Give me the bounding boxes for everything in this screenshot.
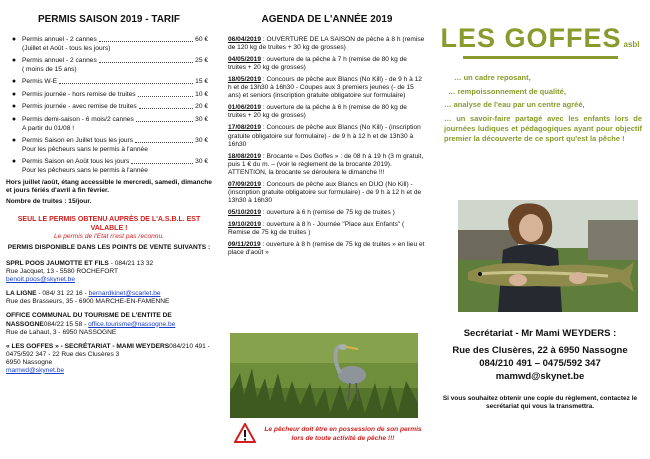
outlets-list [6,260,212,374]
heron-photo [230,333,418,418]
club-logo [438,22,642,59]
tarif-dots [135,137,193,143]
logo-asbl: asbl [623,40,640,49]
regulation-note: Si vous souhaitez obtenir une copie du règlement, contactez le secrétariat qui vous la transmettra. [442,395,638,411]
tarif-price: 60 € [195,36,208,44]
tarif-label: Permis Saison en Août tous les jours [22,158,130,166]
agenda-text: : Concours de pêche aux Blancs en DUO (No Kill) - (inscription gratuite obligatoire sur formulaire) - de 9 h à 12 h et de 13h30 à 16h30 [228,180,422,204]
tarif-label: Permis journée - avec remise de truites [22,103,137,111]
outlet-address: Rue de Lahaut, 3 - 6950 NASSOGNE [6,328,117,336]
tagline: … rempoissonnement de qualité, [448,86,566,96]
agenda-entry [228,76,426,100]
outlet-email-link[interactable]: mamwd@skynet.be [6,366,64,374]
bullet-icon: ● [11,103,17,111]
agenda-entry [228,209,426,217]
outlet-phone: 084/210 491 - 0475/592 347 - 22 Rue des Clusères 3 [6,342,210,358]
outlet-phone: - 084/21 13 32 [108,260,154,268]
agenda-entry [228,181,426,205]
outlet-entry [6,312,212,336]
tarif-item [6,116,212,133]
tarif-price: 30 € [195,158,208,166]
outlet-phone: 084/22 15 58 - [43,320,89,328]
warning-triangle-icon [234,423,256,446]
tagline: … analyse de l'eau par un centre agréé, [444,100,585,110]
tarif-label: Permis W-E [22,78,58,86]
tarif-line [22,57,212,65]
outlet-header [6,343,212,359]
logo-text: LES GOFFES [440,23,622,53]
agenda-date: 17/08/2019 [228,124,262,132]
agenda-entry [228,221,426,237]
agenda-date: 18/08/2019 [228,152,262,160]
tarif-body [22,116,212,133]
agenda-entry [228,36,426,52]
tarif-dots [59,78,193,84]
outlet-entry [6,343,212,375]
outlet-address: 6950 Nassogne [6,358,53,366]
tarif-price: 10 € [195,90,208,98]
agenda-entry [228,153,426,177]
tarif-item [6,91,212,100]
tarif-body [22,57,212,74]
tarif-item [6,137,212,154]
state-permit-note: Le permis de l'Etat n'est pas reconnu. [54,233,164,241]
agenda-date: 19/10/2019 [228,220,262,228]
secretariat-phones: 084/210 491 – 0475/592 347 [479,357,601,369]
secretariat-email: mamwd@skynet.be [495,371,585,383]
agenda-text: : OUVERTURE DE LA SAISON de pêche à 8 h (remise de 120 kg de truites + 30 kg de grosses) [228,36,425,52]
outlet-entry [6,260,212,284]
tarif-dots [136,116,193,122]
tarif-column [0,0,218,459]
outlet-address: Rue des Brasseurs, 35 - 6900 MARCHE-EN-FAMENNE [6,298,170,306]
agenda-text: : ouverture de la pêche à 7 h (remise de 80 kg de truites + 20 kg de grosses) [228,56,407,72]
tarif-line [22,78,212,86]
bullet-icon: ● [11,90,17,98]
tarif-sub: (Juillet et Août - tous les jours) [22,45,111,53]
bullet-icon: ● [11,115,17,123]
tarif-label: Permis annuel - 2 cannes [22,57,97,65]
agenda-date: 06/04/2019 [228,36,262,44]
tarif-line [22,158,212,166]
outlet-header [6,290,212,298]
outlet-email-link[interactable]: office.tourisme@nassogne.be [88,320,176,328]
tarif-body [22,103,212,112]
tarif-line [22,116,212,124]
outlet-name: SPRL POOS JAUMOTTE ET FILS [6,260,109,268]
agenda-text: : ouverture de la pêche à 6 h (remise de 80 kg de truites + 20 kg de grosses) [228,104,407,120]
tarif-body [22,91,212,100]
outlet-name: LA LIGNE [6,290,37,298]
tarif-item [6,158,212,175]
tarif-title: PERMIS SAISON 2019 - TARIF [37,14,181,25]
secretariat-title: Secrétariat - Mr Mami WEYDERS : [463,328,617,339]
tarif-body [22,36,212,53]
secretariat-address: Rue des Clusères, 22 à 6950 Nassogne [452,344,628,356]
tarif-price: 30 € [195,136,208,144]
tarif-dots [139,103,193,109]
tarif-sub: A partir du 01/08 ! [22,124,75,132]
agenda-date: 05/10/2019 [228,208,262,216]
tarif-dots [99,57,193,63]
permit-warning: SEUL LE PERMIS OBTENU AUPRÈS DE L'A.S.B.L. EST VALABLE ! [17,216,201,232]
logo-underline [463,56,618,59]
tarif-dots [99,36,193,42]
agenda-date: 01/06/2019 [228,104,262,112]
tarif-item [6,57,212,74]
tagline: … un cadre reposant, [454,72,531,82]
agenda-entry [228,241,426,257]
tarif-price: 20 € [195,103,208,111]
agenda-text: : ouverture à 8 h - Journée "Place aux Enfants" ( Remise de 75 kg de truites ) [228,220,405,236]
tarif-body [22,78,212,87]
tarif-sub: ( moins de 15 ans) [22,66,77,74]
bullet-icon: ● [11,36,17,44]
tarif-line [22,103,212,111]
taglines [438,73,642,144]
tarif-sub: Pour les pêcheurs sans le permis à l'année [22,146,148,153]
tarif-sub: Pour les pêcheurs sans le permis à l'année [22,167,148,175]
agenda-entry [228,56,426,72]
agenda-entry [228,104,426,120]
bullet-icon: ● [11,57,17,65]
tarif-body [22,158,212,175]
bullet-icon: ● [11,136,17,144]
outlet-phone: - 084/ 31 22 16 - [36,290,89,298]
permit-warning-text: Le pêcheur doit être en possession de son permis lors de toute activité de pêche !!! [264,426,422,442]
outlet-name: « LES GOFFES » - SECRÉTARIAT - MAMI WEYDERS [6,342,170,350]
tarif-body [22,137,212,154]
outlet-address: Rue Jacquet, 13 - 5580 ROCHEFORT [6,268,119,276]
agenda-text: : ouverture à 8 h (remise de 75 kg de truites » en lieu et place d'août » [228,240,425,256]
bullet-icon: ● [11,158,17,166]
tarif-price: 30 € [195,115,208,123]
outlet-email-link[interactable]: bernardkinet@scarlet.be [88,290,161,298]
tagline: … un savoir-faire partagé avec les enfants lors de journées ludiques et pédagogiques ayant pour objectif premier la découverte de ce sport qu'est la pêche ! [444,114,642,143]
tarif-label: Permis journée - hors remise de truites [22,90,136,98]
outlet-header [6,312,212,328]
permit-warning-box [234,423,424,446]
agenda-title: AGENDA DE L'ANNÉE 2019 [261,14,393,25]
agenda-date: 18/05/2019 [228,76,262,84]
fisher-with-pike-photo [458,200,638,312]
tarif-label: Permis Saison en Juillet tous les jours [22,136,134,144]
agenda-date: 07/09/2019 [228,180,262,188]
outlet-email-link[interactable]: benoit.poos@skynet.be [6,276,76,284]
opening-note: Hors juillet /août, étang accessible le mercredi, samedi, dimanche et jours fériés d'avril à fin février. [6,179,212,195]
tarif-dots [131,158,193,164]
agenda-list [228,36,426,257]
outlet-header [6,260,212,268]
trout-limit: Nombre de truites : 15/jour. [6,198,92,206]
tarif-list [6,36,212,175]
tarif-price: 25 € [195,57,208,65]
tarif-line [22,36,212,44]
agenda-text: : Brocante « Des Goffes » : de 08 h à 19 h (3 m gratuit, puis 1 € du m. – (voir le règlement de la brocante 2019). ATTENTION, la brocante se déroulera le dimanche !!! [228,152,424,176]
outlet-entry [6,290,212,306]
secretariat-block [430,320,650,459]
agenda-text: : Concours de pêche aux Blancs (No Kill) - de 9 h à 12 h et de 13h30 à 16h30 - Coupes aux 3 premiers jeunes (- de 15 ans) et seniors (inscription gratuite obligatoire sur formulaire) [228,76,422,100]
tarif-line [22,91,212,99]
tarif-item [6,103,212,112]
outlet-name: OFFICE COMMUNAL DU TOURISME DE L'ENTITE DE NASSOGNE [6,312,172,328]
agenda-date: 09/11/2019 [228,240,261,248]
tarif-line [22,137,212,145]
tarif-label: Permis demi-saison - 6 mois/2 cannes [22,115,134,123]
outlets-heading: PERMIS DISPONIBLE DANS LES POINTS DE VENTE SUIVANTS : [7,244,211,252]
tarif-price: 15 € [195,78,208,86]
agenda-entry [228,124,426,148]
tarif-item [6,78,212,87]
agenda-text: : ouverture à 6 h (remise de 75 kg de truites ) [261,208,395,216]
tarif-item [6,36,212,53]
agenda-date: 04/05/2019 [228,56,262,64]
agenda-text: : Concours de pêche aux Blancs (No Kill) - (inscription gratuite obligatoire sur formulaire) - de 9 h à 12 h et de 13h30 à 16h30 [228,124,421,148]
tarif-dots [138,91,194,97]
bullet-icon: ● [11,78,17,86]
tarif-label: Permis annuel - 2 cannes [22,36,97,44]
